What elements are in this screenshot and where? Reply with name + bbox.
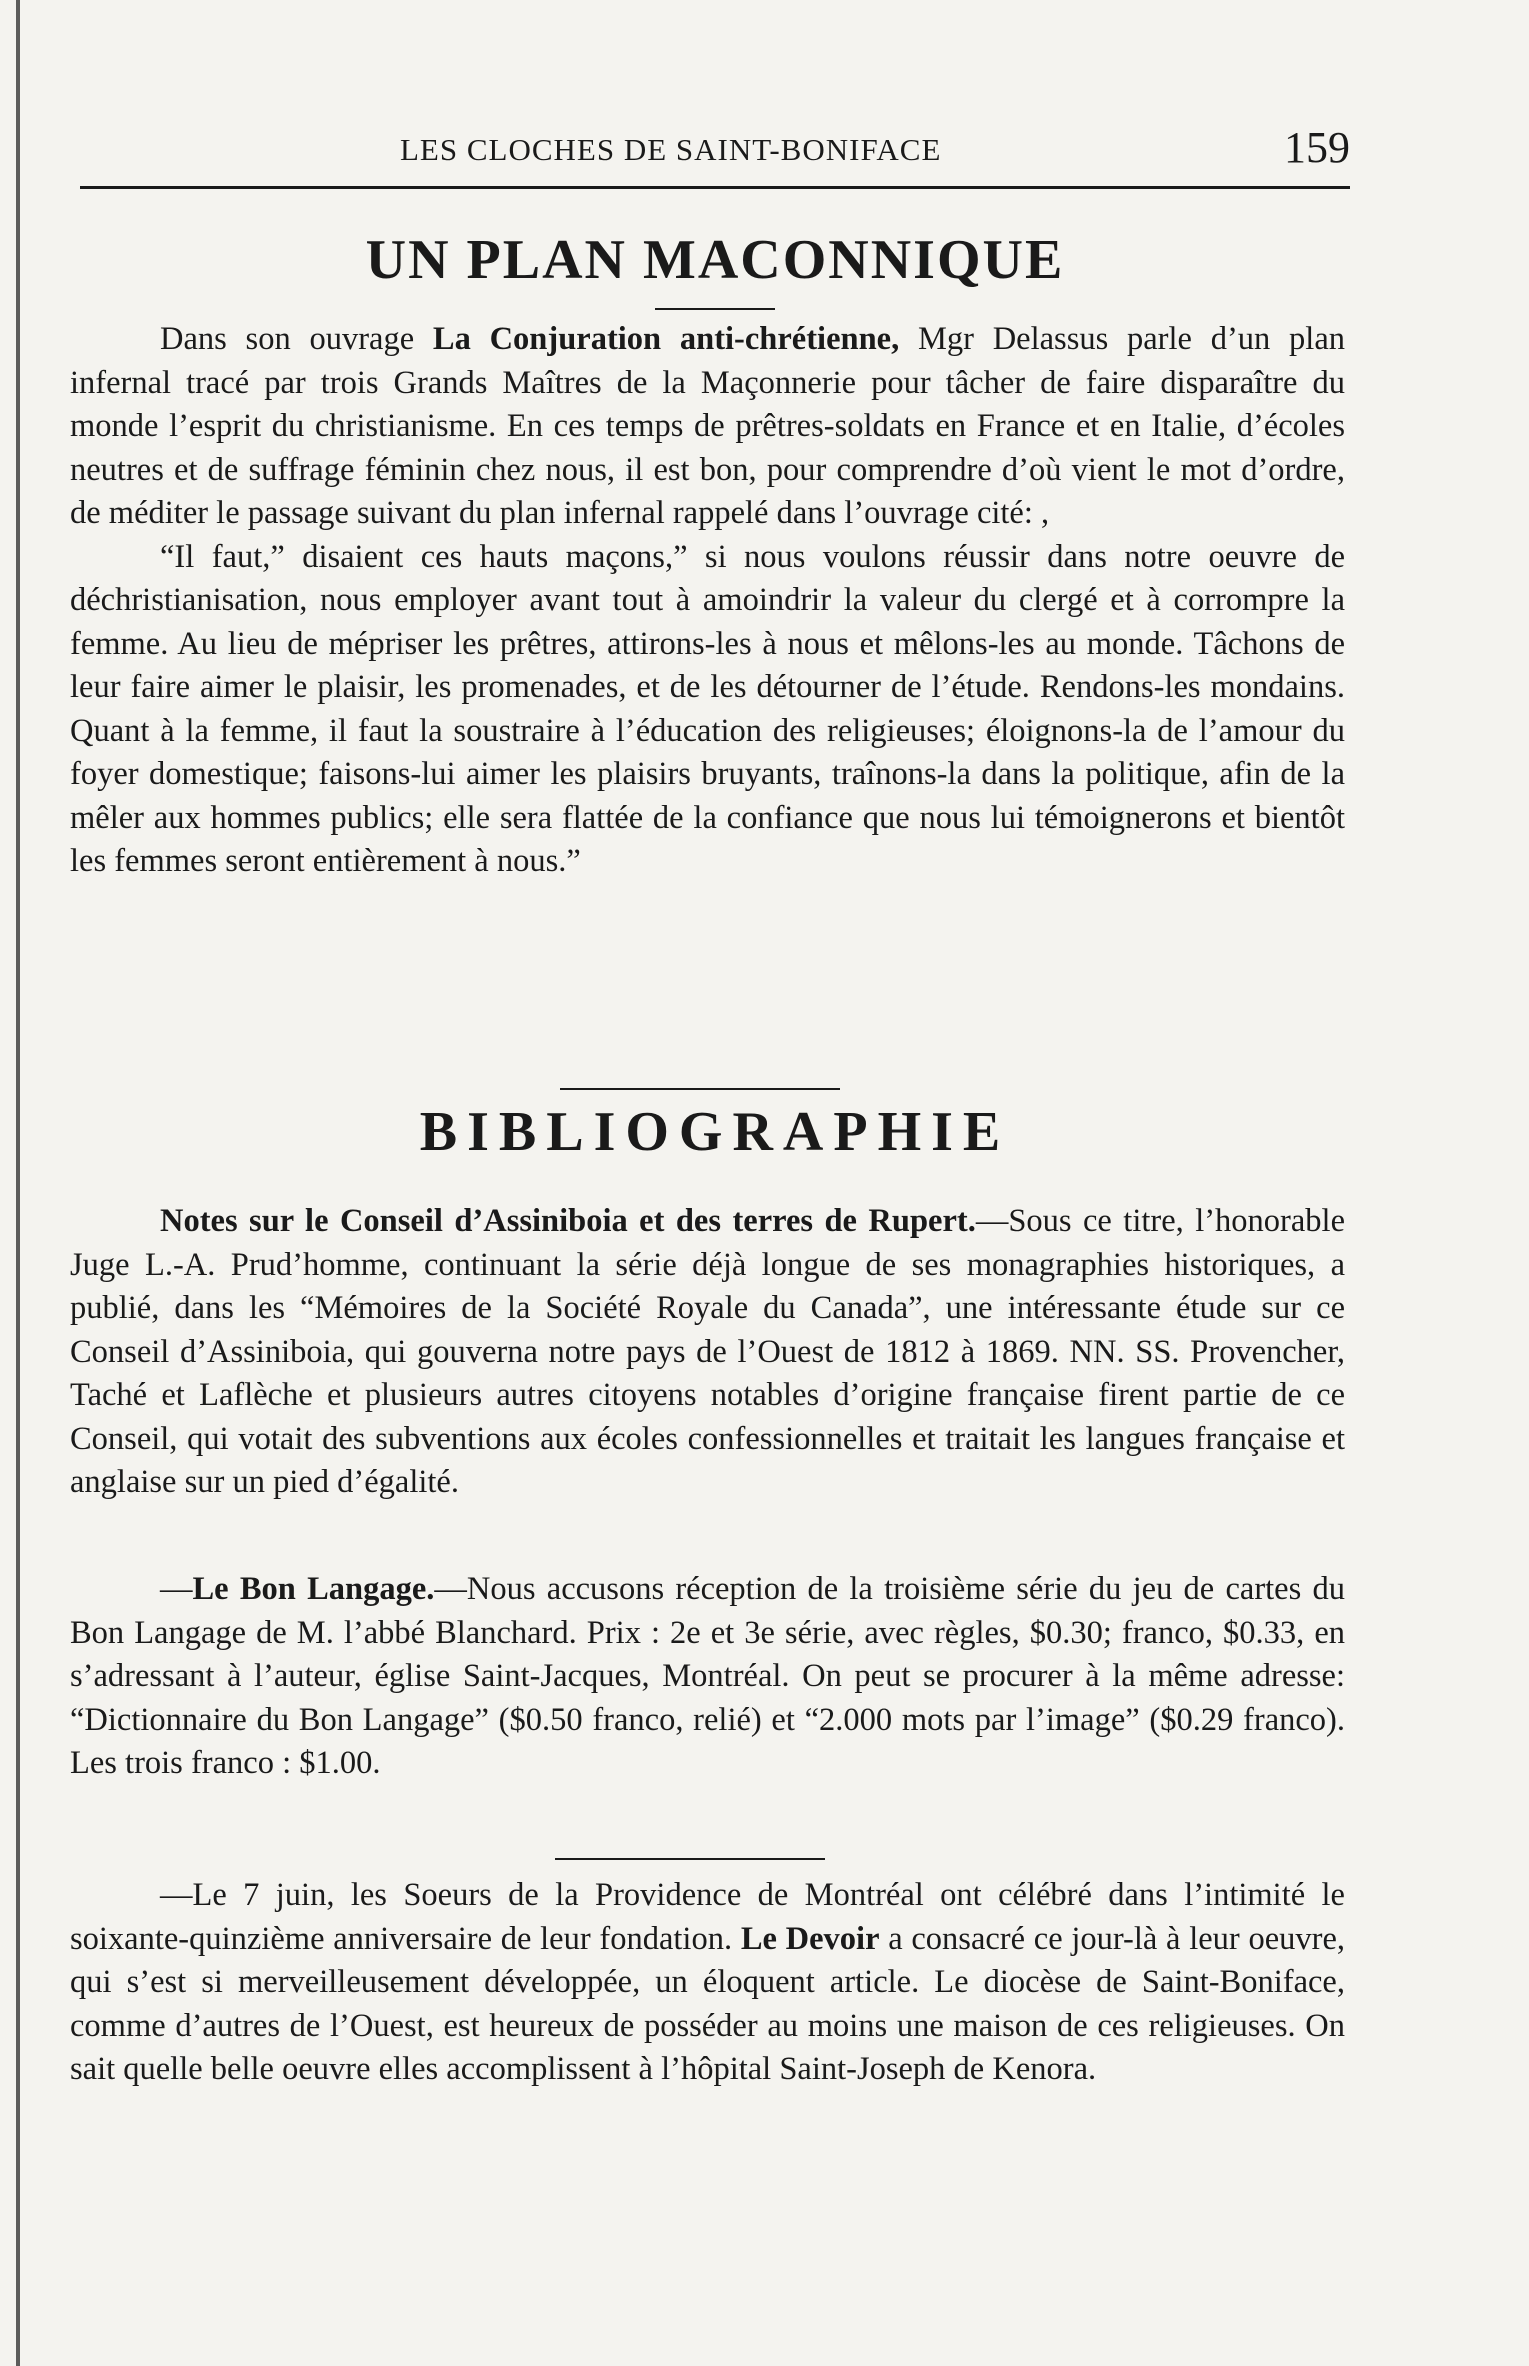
bibliography-note-assiniboia xyxy=(70,1200,1345,1505)
note-heading: Le Bon Langage. xyxy=(192,1571,435,1607)
page-edge-shadow xyxy=(16,0,20,2366)
bibliography-note-bon-langage xyxy=(70,1568,1345,1786)
running-header xyxy=(80,122,1350,182)
article-text: Mgr Delassus parle d’un plan infernal tracé par trois Grands Maîtres de la Maçonnerie pour tâcher de faire disparaître du monde l’esprit du christianisme. En ces temps de prêtres-soldats en France et en Italie, d’écoles neutres et de suffrage féminin chez nous, il est bon, pour comprendre d’où vient le mot d’ordre, de méditer le passage suivant du plan infernal rappelé dans l’ouvrage cité: , xyxy=(70,321,1345,531)
note-dash: — xyxy=(160,1571,193,1607)
newspaper-title: Le Devoir xyxy=(740,1920,880,1957)
article-title: UN PLAN MACONNIQUE xyxy=(365,229,1065,291)
section-rule xyxy=(560,1088,840,1090)
quote-text: “Il faut,” disaient ces hauts maçons,” si nous voulons réussir dans notre oeuvre de déchristianisation, nous employer avant tout à amoindrir la valeur du clergé et à corrompre la femme. Au lieu de mépriser les prêtres, attirons-les à nous et mêlons-les au monde. Tâchons de leur faire aimer le plaisir, les promenades, et de les détourner de l’étude. Rendons-les mondains. Quant à la femme, il faut la soustraire à l’éducation des religieuses; éloignons-la de l’amour du foyer domestique; faisons-lui aimer les plaisirs bruyants, traînons-la dans la politique, afin de la mêler aux hommes publics; elle sera flattée de la confiance que nous lui témoignerons et bientôt les femmes seront entièrement à nous.” xyxy=(70,538,1345,879)
note-text: —Le 7 juin, les Soeurs de la Providence de Montréal ont célébré dans l’intimité le soixante-quinzième anniversaire de leur fondation. xyxy=(70,1877,1345,1957)
section-rule xyxy=(555,1858,825,1860)
page-number: 159 xyxy=(1284,123,1350,172)
note-heading: Notes sur le Conseil d’Assiniboia et des terres de Rupert. xyxy=(160,1203,976,1239)
note-text: a consacré ce jour-là à leur oeuvre, qui s’est si merveilleusement développée, un éloquent article. Le diocèse de Saint-Boniface, comme d’autres de l’Ouest, est heureux de posséder au moins une maison de ces religieuses. On sait quelle belle oeuvre elles accomplissent à l’hôpital Saint-Joseph de Kenora. xyxy=(70,1920,1345,2087)
bibliographie-title: BIBLIOGRAPHIE xyxy=(419,1101,1011,1163)
article-text: Dans son ouvrage xyxy=(160,321,433,357)
title-rule xyxy=(655,308,775,310)
note-text: —Sous ce titre, l’honorable Juge L.-A. Prud’homme, continuant la série déjà longue de ses monagraphies historiques, a publié, dans les “Mémoires de la Société Royale du Canada”, une intéressante étude sur ce Conseil d’Assiniboia, qui gouverna notre pays de l’Ouest de 1812 à 1869. NN. SS. Provencher, Taché et Laflèche et plusieurs autres citoyens notables d’origine française firent partie de ce Conseil, qui votait des subventions aux écoles confessionnelles et traitait les langues française et anglaise sur un pied d’égalité. xyxy=(70,1203,1346,1500)
note-text: —Nous accusons réception de la troisième série du jeu de cartes du Bon Langage de M. l’abbé Blanchard. Prix : 2e et 3e série, avec règles, $0.30; franco, $0.33, en s’adressant à l’auteur, église Saint-Jacques, Montréal. On peut se procurer à la même adresse: “Dictionnaire du Bon Langage” ($0.50 franco, relié) et “2.000 mots par l’image” ($0.29 franco). Les trois franco : $1.00. xyxy=(70,1571,1345,1781)
running-title: LES CLOCHES DE SAINT-BONIFACE xyxy=(400,132,942,167)
providence-note xyxy=(70,1874,1345,2092)
book-title: La Conjuration anti-chrétienne, xyxy=(432,321,900,357)
header-rule xyxy=(80,186,1350,189)
article-body xyxy=(70,318,1345,884)
